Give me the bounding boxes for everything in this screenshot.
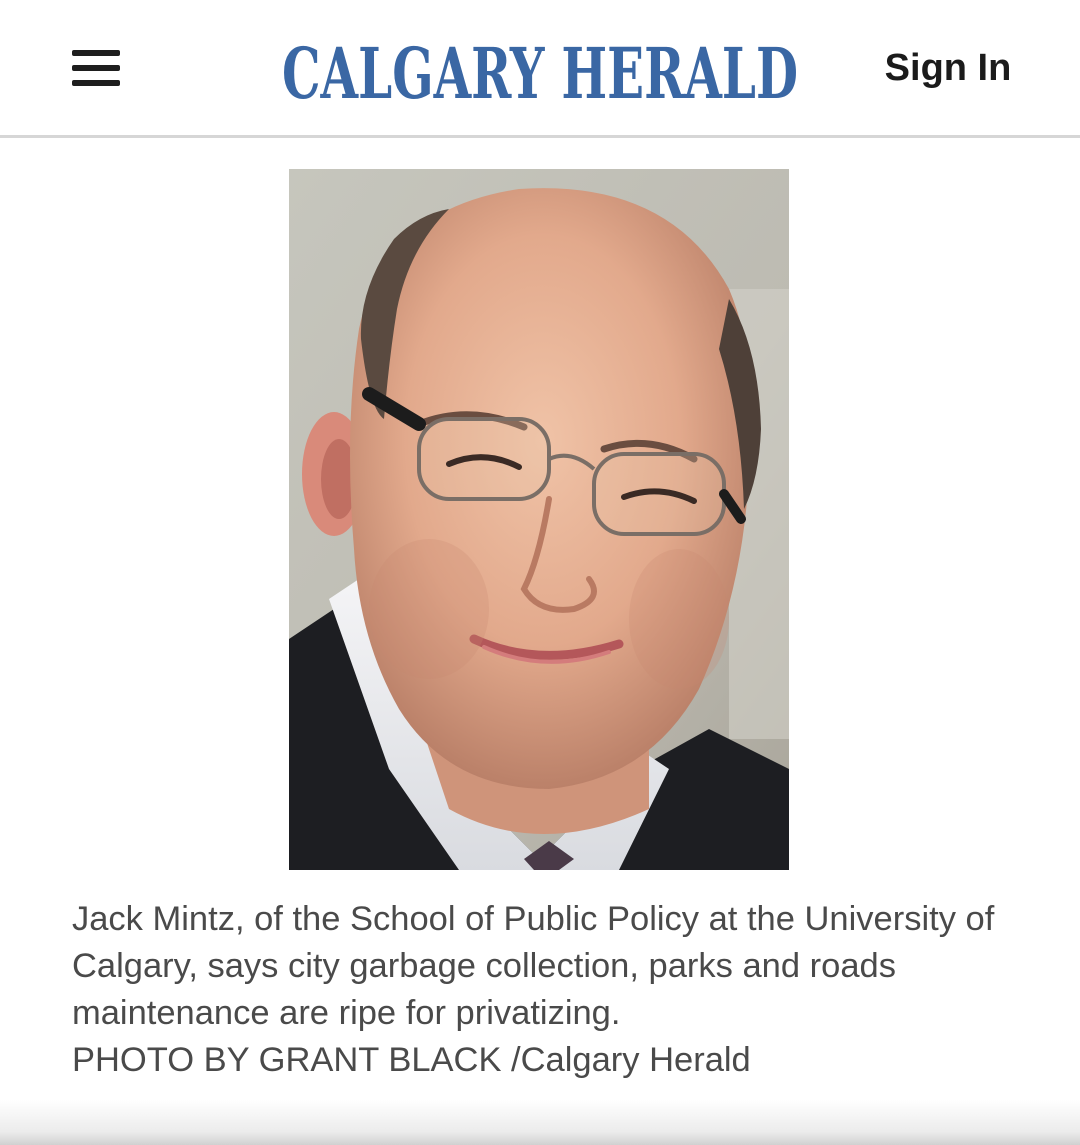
photo-caption [72, 896, 1012, 1084]
portrait-photo [289, 169, 789, 870]
site-header [0, 0, 1080, 138]
sign-in-button[interactable]: Sign In [884, 47, 1012, 89]
hamburger-menu-icon[interactable] [60, 38, 132, 98]
caption-text: Jack Mintz, of the School of Public Policy at the University of Calgary, says city garbage collection, parks and roads maintenance are ripe for privatizing. [72, 900, 995, 1032]
menu-line [72, 80, 120, 86]
photo-credit: PHOTO BY GRANT BLACK /Calgary Herald [72, 1041, 751, 1079]
menu-line [72, 65, 120, 71]
article-photo [289, 169, 789, 870]
menu-line [72, 50, 120, 56]
bottom-shadow [0, 1100, 1080, 1145]
logo-text: CALGARY HERALD [282, 32, 798, 114]
site-logo[interactable] [250, 24, 830, 114]
